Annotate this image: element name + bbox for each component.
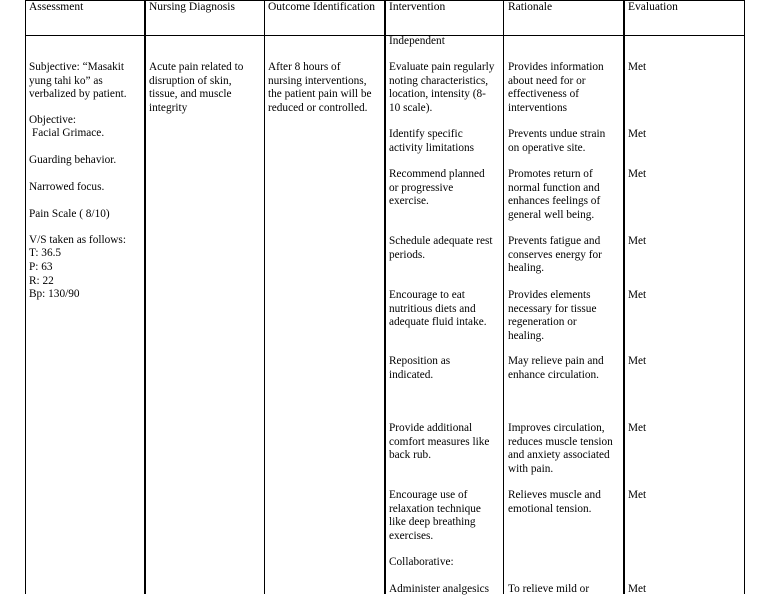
intervention-line: 10 scale). xyxy=(389,101,433,114)
rationale-line: regeneration or xyxy=(508,316,577,328)
intervention-line: Administer analgesics xyxy=(389,583,490,595)
rationale-line: Improves circulation, xyxy=(508,422,605,434)
intervention-line: periods. xyxy=(389,248,426,261)
table-left-border xyxy=(25,0,26,594)
header-intervention: Intervention xyxy=(389,1,446,13)
rationale-line: enhances feelings of xyxy=(508,195,601,207)
assessment-vital-sign: P: 63 xyxy=(29,261,53,273)
rationale-line: effectiveness of xyxy=(508,88,579,100)
diagnosis-line: integrity xyxy=(149,101,188,114)
intervention-line: Identify specific xyxy=(389,128,463,140)
assessment-subjective-line: yung tahi ko” as xyxy=(29,74,103,87)
outcome-line: nursing interventions, xyxy=(268,74,367,87)
diagnosis-line: Acute pain related to xyxy=(149,61,244,73)
rationale-line: Provides information xyxy=(508,61,604,73)
assessment-vs-label: V/S taken as follows: xyxy=(29,234,126,246)
col-divider-1 xyxy=(144,0,146,594)
evaluation-value: Met xyxy=(628,489,647,501)
independent-label: Independent xyxy=(389,35,445,47)
rationale-line: reduces muscle tension xyxy=(508,435,613,448)
intervention-line: indicated. xyxy=(389,368,434,381)
assessment-narrowed-focus: Narrowed focus. xyxy=(29,181,105,193)
evaluation-value: Met xyxy=(628,128,647,140)
rationale-line: emotional tension. xyxy=(508,502,592,515)
assessment-subjective-line: verbalized by patient. xyxy=(29,88,127,100)
evaluation-value: Met xyxy=(628,289,647,301)
intervention-line: Provide additional xyxy=(389,422,473,434)
diagnosis-line: tissue, and muscle xyxy=(149,88,232,100)
rationale-line: necessary for tissue xyxy=(508,302,597,315)
header-nursing-diagnosis: Nursing Diagnosis xyxy=(149,1,235,13)
rationale-line: interventions xyxy=(508,101,567,114)
intervention-line: exercise. xyxy=(389,195,429,207)
rationale-line: about need for or xyxy=(508,74,586,87)
intervention-line: Recommend planned xyxy=(389,168,485,180)
outcome-line: reduced or controlled. xyxy=(268,101,368,114)
rationale-line: healing. xyxy=(508,262,545,274)
table-right-border xyxy=(744,0,745,594)
col-divider-5 xyxy=(623,0,625,594)
intervention-line: Encourage use of xyxy=(389,489,468,501)
evaluation-value: Met xyxy=(628,355,647,367)
intervention-line: noting characteristics, xyxy=(389,74,489,87)
intervention-line: Encourage to eat xyxy=(389,289,465,301)
outcome-line: After 8 hours of xyxy=(268,61,341,73)
intervention-line: activity limitations xyxy=(389,141,475,154)
rationale-line: healing. xyxy=(508,329,545,342)
evaluation-value: Met xyxy=(628,168,647,180)
diagnosis-line: disruption of skin, xyxy=(149,74,232,87)
evaluation-value: Met xyxy=(628,235,647,247)
rationale-line: conserves energy for xyxy=(508,248,602,261)
rationale-line: May relieve pain and xyxy=(508,355,604,367)
assessment-facial-grimace: Facial Grimace. xyxy=(32,127,105,139)
rationale-line: normal function and xyxy=(508,181,600,194)
assessment-vital-sign: Bp: 130/90 xyxy=(29,288,80,300)
intervention-line: adequate fluid intake. xyxy=(389,316,487,328)
intervention-line: like deep breathing xyxy=(389,516,476,528)
rationale-line: Prevents undue strain xyxy=(508,128,606,140)
intervention-line: comfort measures like xyxy=(389,435,490,448)
assessment-pain-scale: Pain Scale ( 8/10) xyxy=(29,208,110,220)
rationale-line: To relieve mild or xyxy=(508,583,590,595)
intervention-line: nutritious diets and xyxy=(389,302,476,315)
col-divider-2 xyxy=(264,0,265,594)
intervention-line: location, intensity (8- xyxy=(389,88,486,100)
header-rationale: Rationale xyxy=(508,1,553,13)
rationale-line: with pain. xyxy=(508,462,554,475)
assessment-guarding-behavior: Guarding behavior. xyxy=(29,154,117,166)
rationale-line: Promotes return of xyxy=(508,168,593,180)
rationale-line: and anxiety associated xyxy=(508,449,610,461)
intervention-line: exercises. xyxy=(389,529,434,542)
outcome-line: the patient pain will be xyxy=(268,88,372,100)
header-assessment: Assessment xyxy=(29,1,84,13)
assessment-vital-sign: T: 36.5 xyxy=(29,247,62,259)
evaluation-value: Met xyxy=(628,61,647,73)
intervention-line: relaxation technique xyxy=(389,502,481,515)
header-evaluation: Evaluation xyxy=(628,1,678,13)
assessment-vital-sign: R: 22 xyxy=(29,274,54,287)
assessment-subjective-line: Subjective: “Masakit xyxy=(29,61,125,73)
rationale-line: Provides elements xyxy=(508,289,591,301)
col-divider-3 xyxy=(384,0,386,594)
intervention-line: back rub. xyxy=(389,449,432,461)
evaluation-value: Met xyxy=(628,422,647,434)
intervention-line: Reposition as xyxy=(389,355,451,367)
col-divider-4 xyxy=(503,0,504,594)
collaborative-label: Collaborative: xyxy=(389,556,454,568)
intervention-line: Evaluate pain regularly xyxy=(389,61,495,73)
rationale-line: general well being. xyxy=(508,208,595,221)
intervention-line: Schedule adequate rest xyxy=(389,235,493,247)
header-outcome-identification: Outcome Identification xyxy=(268,1,375,13)
rationale-line: enhance circulation. xyxy=(508,368,599,381)
rationale-line: Prevents fatigue and xyxy=(508,235,601,247)
intervention-line: or progressive xyxy=(389,181,454,194)
evaluation-value: Met xyxy=(628,583,647,595)
assessment-objective-label: Objective: xyxy=(29,114,77,126)
rationale-line: on operative site. xyxy=(508,141,586,154)
rationale-line: Relieves muscle and xyxy=(508,489,601,501)
